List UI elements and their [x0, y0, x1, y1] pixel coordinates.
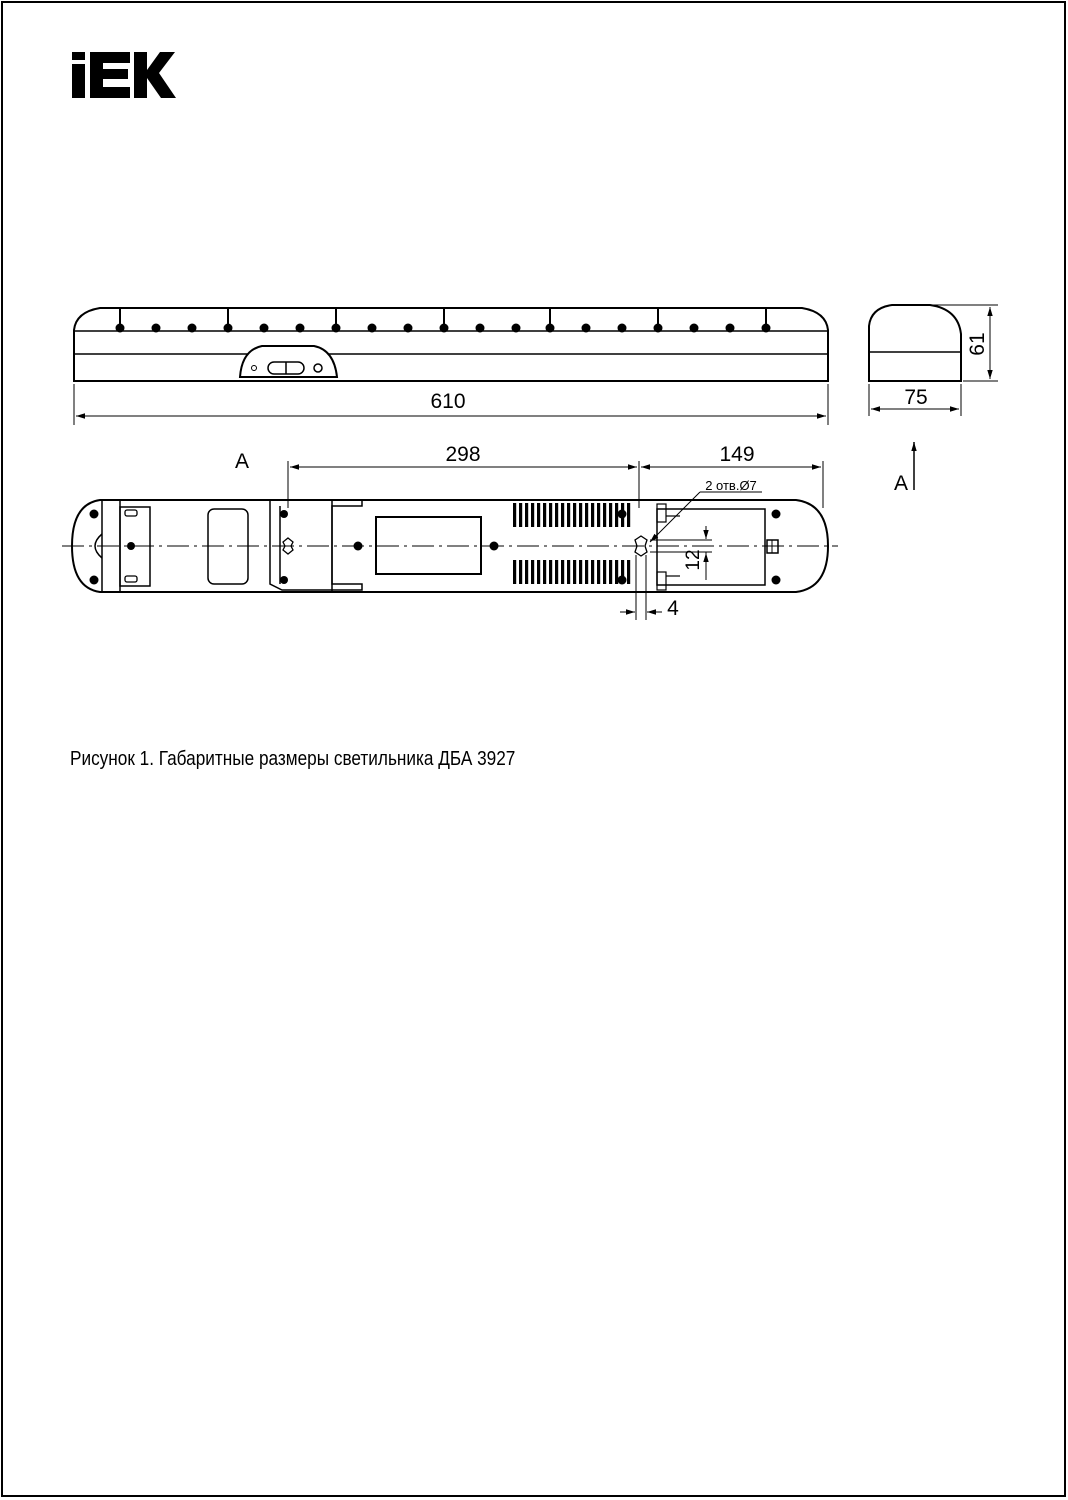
vent-slot — [561, 560, 564, 584]
dimension-4 — [620, 555, 662, 620]
vent-slot — [555, 560, 558, 584]
vent-slot — [579, 560, 582, 584]
vent-slot — [573, 560, 576, 584]
dim-4-label: 4 — [667, 597, 679, 620]
dim-149-label: 149 — [719, 443, 755, 466]
vent-slot — [591, 560, 594, 584]
vent-slot — [609, 503, 612, 527]
vent-slot — [555, 503, 558, 527]
vent-slot — [537, 560, 540, 584]
front-view-screws — [116, 308, 771, 333]
vent-slot — [519, 560, 522, 584]
iek-logo — [72, 52, 176, 98]
vent-slot — [567, 560, 570, 584]
vent-slot — [561, 503, 564, 527]
dim-610-label: 610 — [430, 390, 466, 413]
dim-298-label: 298 — [445, 443, 481, 466]
vent-slot — [627, 560, 630, 584]
vent-slot — [597, 560, 600, 584]
vent-slot — [519, 503, 522, 527]
vent-slot — [537, 503, 540, 527]
vent-slot — [585, 560, 588, 584]
vent-slot — [543, 503, 546, 527]
vent-slot — [603, 560, 606, 584]
vent-slot — [543, 560, 546, 584]
vent-slot — [627, 503, 630, 527]
front-view — [74, 308, 828, 381]
vent-slot — [525, 503, 528, 527]
vent-slot — [525, 560, 528, 584]
dim-12-label: 12 — [683, 549, 704, 571]
vent-slot — [585, 503, 588, 527]
dim-61-label: 61 — [966, 332, 989, 356]
figure-caption: Рисунок 1. Габаритные размеры светильника ДБА 3927 — [70, 748, 516, 770]
vent-slot — [513, 503, 516, 527]
vent-slot — [573, 503, 576, 527]
vent-slot — [549, 560, 552, 584]
side-view — [869, 305, 961, 381]
vent-slot — [591, 503, 594, 527]
vent-slot — [609, 560, 612, 584]
view-a-label: A — [234, 450, 250, 473]
vent-slot — [531, 560, 534, 584]
vent-slot — [567, 503, 570, 527]
vent-slot — [549, 503, 552, 527]
vent-slot — [531, 503, 534, 527]
vent-slot — [579, 503, 582, 527]
view-arrow-label: A — [893, 472, 909, 495]
vent-slot — [603, 503, 606, 527]
ventilation-slots — [513, 503, 630, 584]
hole-note-label: 2 отв.Ø7 — [705, 478, 757, 493]
vent-slot — [597, 503, 600, 527]
dim-75-label: 75 — [904, 386, 928, 409]
vent-slot — [513, 560, 516, 584]
